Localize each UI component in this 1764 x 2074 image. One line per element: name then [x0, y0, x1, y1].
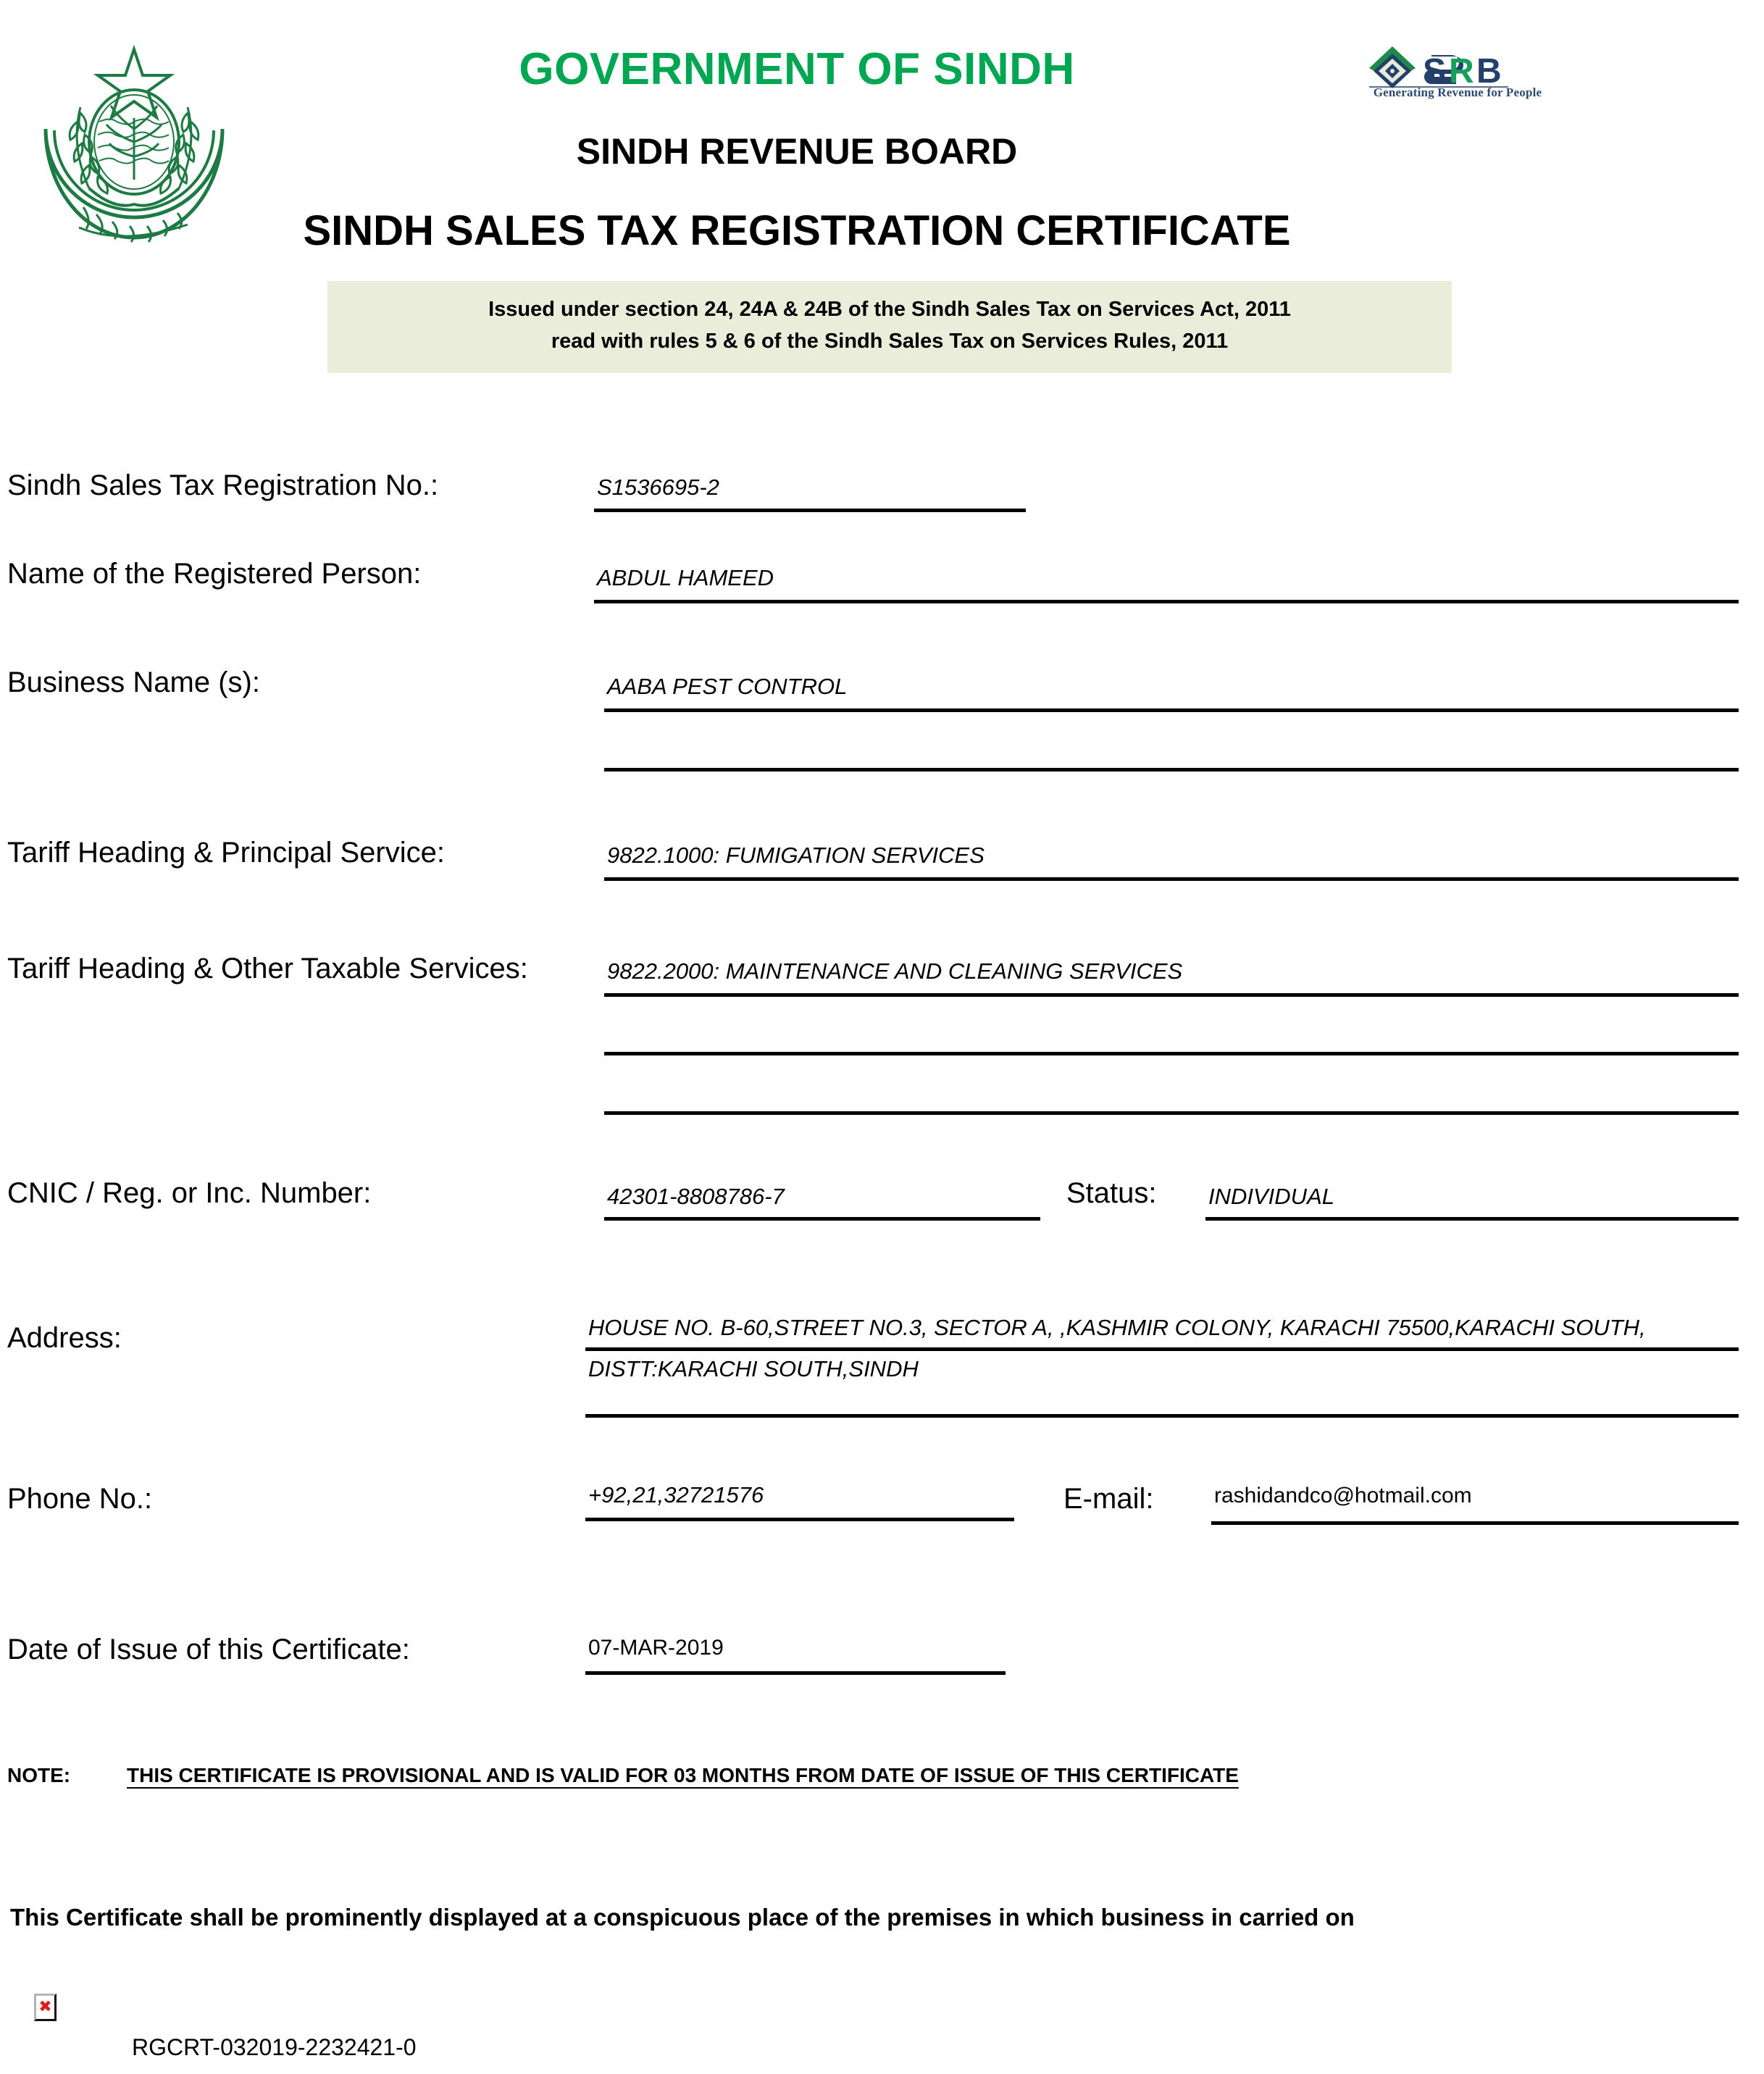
- phone-label: Phone No.:: [7, 1483, 153, 1515]
- other-services-rule-1: [604, 993, 1739, 997]
- address-value-line-2: DISTT:KARACHI SOUTH,SINDH: [588, 1356, 919, 1381]
- status-value: INDIVIDUAL: [1208, 1184, 1334, 1209]
- issued-under-box: [327, 281, 1452, 373]
- other-services-value: 9822.2000: MAINTENANCE AND CLEANING SERVICES: [607, 958, 1183, 984]
- address-rule-2: [585, 1414, 1739, 1418]
- government-title: GOVERNMENT OF SINDH: [519, 44, 1075, 94]
- phone-rule: [585, 1518, 1014, 1521]
- svg-text:R: R: [1449, 52, 1474, 91]
- principal-service-value: 9822.1000: FUMIGATION SERVICES: [607, 842, 985, 868]
- phone-value: +92,21,32721576: [588, 1482, 764, 1508]
- cnic-value: 42301-8808786-7: [607, 1184, 785, 1209]
- registered-person-rule: [594, 600, 1739, 603]
- date-of-issue-rule: [585, 1671, 1006, 1675]
- note-text: THIS CERTIFICATE IS PROVISIONAL AND IS VALID FOR 03 MONTHS FROM DATE OF ISSUE OF THIS CERTIFICATE: [127, 1764, 1239, 1786]
- date-of-issue-value: 07-MAR-2019: [588, 1636, 724, 1660]
- business-name-rule-2: [604, 768, 1739, 772]
- srb-tagline: Generating Revenue for People: [1373, 85, 1542, 99]
- other-services-rule-3: [604, 1111, 1739, 1115]
- document-reference: RGCRT-032019-2232421-0: [132, 2034, 417, 2060]
- registration-no-label: Sindh Sales Tax Registration No.:: [7, 469, 439, 501]
- principal-service-rule: [604, 877, 1739, 881]
- business-name-rule-1: [604, 708, 1739, 712]
- date-of-issue-label: Date of Issue of this Certificate:: [7, 1634, 410, 1665]
- sindh-government-emblem-icon: [33, 20, 235, 259]
- business-name-label: Business Name (s):: [7, 666, 260, 698]
- email-value: rashidandco@hotmail.com: [1214, 1484, 1472, 1508]
- address-label: Address:: [7, 1322, 122, 1354]
- note-label: NOTE:: [7, 1764, 71, 1786]
- display-notice: This Certificate shall be prominently displayed at a conspicuous place of the premises in which business in carried on: [10, 1904, 1355, 1931]
- address-rule-1: [585, 1347, 1739, 1351]
- other-services-label: Tariff Heading & Other Taxable Services:: [7, 953, 528, 984]
- other-services-rule-2: [604, 1052, 1739, 1055]
- broken-image-icon: [34, 1994, 57, 2021]
- broken-image-x-glyph: ✖: [38, 1998, 52, 2016]
- address-value-line-1: HOUSE NO. B-60,STREET NO.3, SECTOR A, ,KASHMIR COLONY, KARACHI 75500,KARACHI SOUTH,: [588, 1315, 1646, 1340]
- svg-text:B: B: [1476, 52, 1502, 91]
- board-title: SINDH REVENUE BOARD: [576, 131, 1018, 172]
- registered-person-label: Name of the Registered Person:: [7, 558, 422, 590]
- status-rule: [1205, 1217, 1739, 1221]
- principal-service-label: Tariff Heading & Principal Service:: [7, 837, 445, 869]
- status-label: Status:: [1066, 1177, 1157, 1209]
- issued-line-1: Issued under section 24, 24A & 24B of the Sindh Sales Tax on Services Act, 2011: [488, 298, 1291, 321]
- email-rule: [1211, 1521, 1739, 1525]
- issued-line-2: read with rules 5 & 6 of the Sindh Sales Tax on Services Rules, 2011: [551, 329, 1229, 353]
- cnic-label: CNIC / Reg. or Inc. Number:: [7, 1177, 372, 1209]
- registered-person-value: ABDUL HAMEED: [597, 565, 774, 590]
- svg-text:S: S: [1423, 52, 1447, 91]
- certificate-title: SINDH SALES TAX REGISTRATION CERTIFICATE: [303, 207, 1291, 254]
- cnic-rule: [604, 1217, 1040, 1221]
- registration-no-rule: [594, 509, 1026, 512]
- business-name-value: AABA PEST CONTROL: [607, 674, 848, 699]
- registration-no-value: S1536695-2: [597, 474, 719, 500]
- email-label: E-mail:: [1063, 1483, 1154, 1515]
